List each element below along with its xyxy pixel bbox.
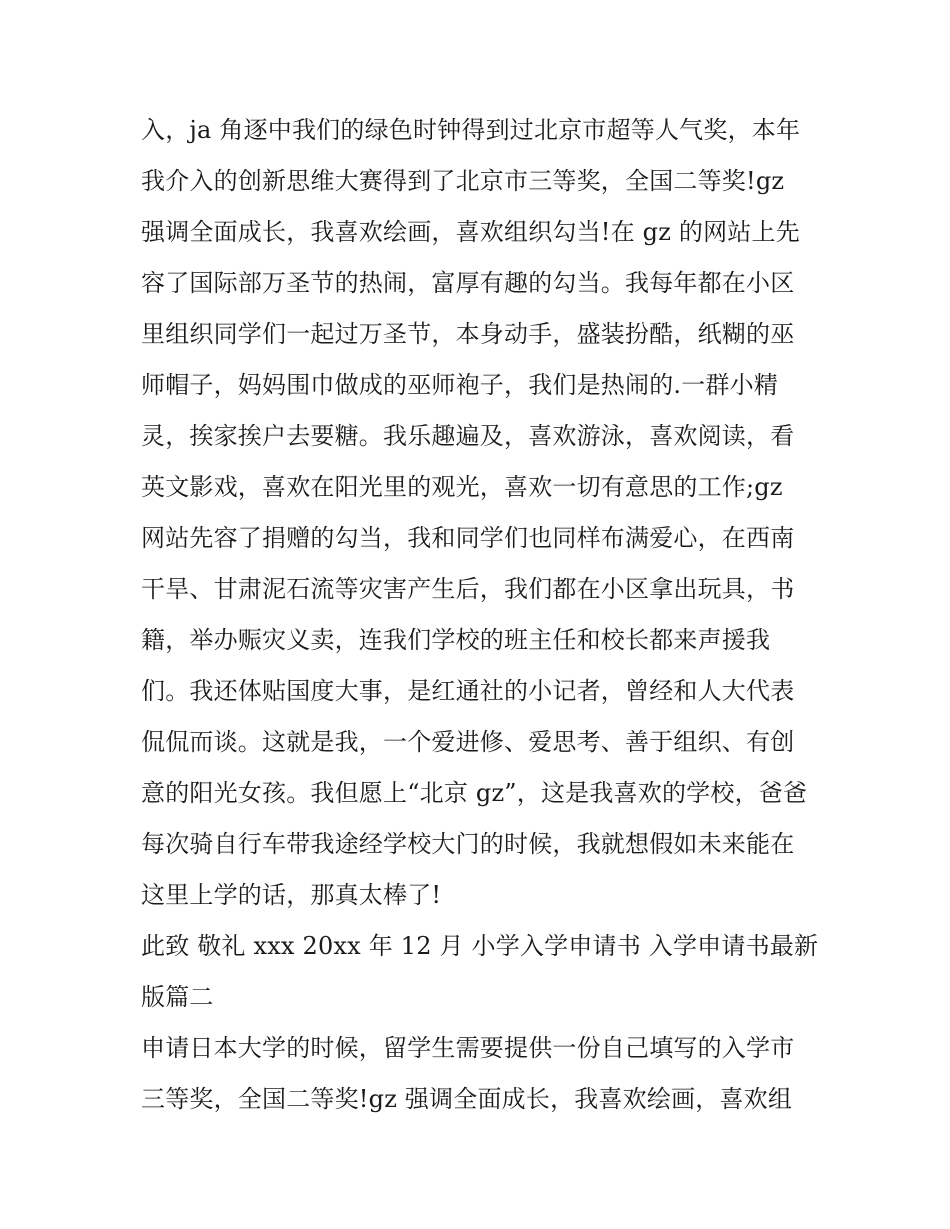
text-line: 这里上学的话，那真太棒了! bbox=[141, 881, 442, 909]
text-line: 容了国际部万圣节的热闹，富厚有趣的勾当。我每年都在小区 bbox=[141, 269, 795, 297]
document-body bbox=[141, 108, 821, 1128]
text-line: 侃侃而谈。这就是我，一个爱进修、爱思考、善于组织、有创 bbox=[141, 728, 795, 756]
text-line: 里组织同学们一起过万圣节，本身动手，盛装扮酷，纸糊的巫 bbox=[141, 320, 795, 348]
text-line: 灵，挨家挨户去要糖。我乐趣遍及，喜欢游泳，喜欢阅读，看 bbox=[141, 422, 795, 450]
text-line: 们。我还体贴国度大事，是红通社的小记者，曾经和人大代表 bbox=[141, 677, 795, 705]
text-line: 申请日本大学的时候，留学生需要提供一份自己填写的入学市 bbox=[141, 1034, 795, 1062]
text-line: 籍，举办赈灾义卖，连我们学校的班主任和校长都来声援我 bbox=[141, 626, 771, 654]
text-line: 干旱、甘肃泥石流等灾害产生后，我们都在小区拿出玩具，书 bbox=[141, 575, 795, 603]
closing-line: 此致 敬礼 xxx 20xx 年 12 月 小学入学申请书 入学申请书最新 bbox=[141, 932, 819, 960]
text-line: 我介入的创新思维大赛得到了北京市三等奖，全国二等奖!gz bbox=[141, 167, 785, 195]
text-line: 师帽子，妈妈围巾做成的巫师袍子，我们是热闹的.一群小精 bbox=[141, 371, 779, 399]
text-line: 网站先容了捐赠的勾当，我和同学们也同样布满爱心，在西南 bbox=[141, 524, 795, 552]
text-line: 意的阳光女孩。我但愿上“北京 gz”，这是我喜欢的学校，爸爸 bbox=[141, 779, 808, 807]
text-line: 英文影戏，喜欢在阳光里的观光，喜欢一切有意思的工作;gz bbox=[141, 473, 783, 501]
section-title-line: 版篇二 bbox=[141, 983, 214, 1011]
text-line: 每次骑自行车带我途经学校大门的时候，我就想假如未来能在 bbox=[141, 830, 795, 858]
text-line: 入，ja 角逐中我们的绿色时钟得到过北京市超等人气奖，本年 bbox=[141, 116, 801, 144]
text-line: 三等奖，全国二等奖!gz 强调全面成长，我喜欢绘画，喜欢组 bbox=[141, 1085, 793, 1113]
text-line: 强调全面成长，我喜欢绘画，喜欢组织勾当!在 gz 的网站上先 bbox=[141, 218, 800, 246]
